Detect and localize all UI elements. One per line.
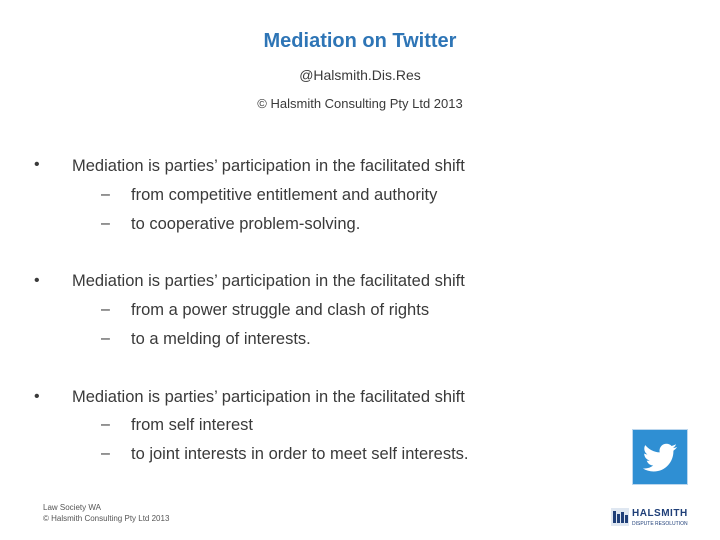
slide-title: Mediation on Twitter [263,30,457,52]
dash-marker: – [101,301,110,318]
footer-line: Law Society WA [43,503,101,512]
header-copyright: © Halsmith Consulting Pty Ltd 2013 [257,96,463,111]
sub-bullet-text: from a power struggle and clash of rights [131,301,430,319]
dash-marker: – [101,186,110,203]
dash-marker: – [101,330,110,347]
bullet-text: Mediation is parties’ participation in the facilitated shift [72,272,465,290]
twitter-bird-icon [632,429,688,485]
dash-marker: – [101,215,110,232]
sub-bullet-text: to cooperative problem-solving. [131,215,361,233]
sub-bullet-text: from self interest [131,416,253,434]
bullet-marker: • [34,388,40,405]
dash-marker: – [101,416,110,433]
bullet-marker: • [34,156,40,173]
footer-copyright: © Halsmith Consulting Pty Ltd 2013 [43,514,170,523]
bullet-text: Mediation is parties’ participation in the facilitated shift [72,388,465,406]
dash-marker: – [101,445,110,462]
sub-bullet-text: to joint interests in order to meet self interests. [131,445,469,463]
bullet-text: Mediation is parties’ participation in the facilitated shift [72,157,465,175]
sub-bullet-text: to a melding of interests. [131,330,311,348]
halsmith-logo [611,506,693,530]
footer [43,502,169,524]
bullet-marker: • [34,272,40,289]
twitter-handle: @Halsmith.Dis.Res [299,67,421,83]
logo-tagline: DISPUTE RESOLUTION [632,521,688,527]
sub-bullet-text: from competitive entitlement and authority [131,186,438,204]
logo-name: HALSMITH [632,508,688,519]
